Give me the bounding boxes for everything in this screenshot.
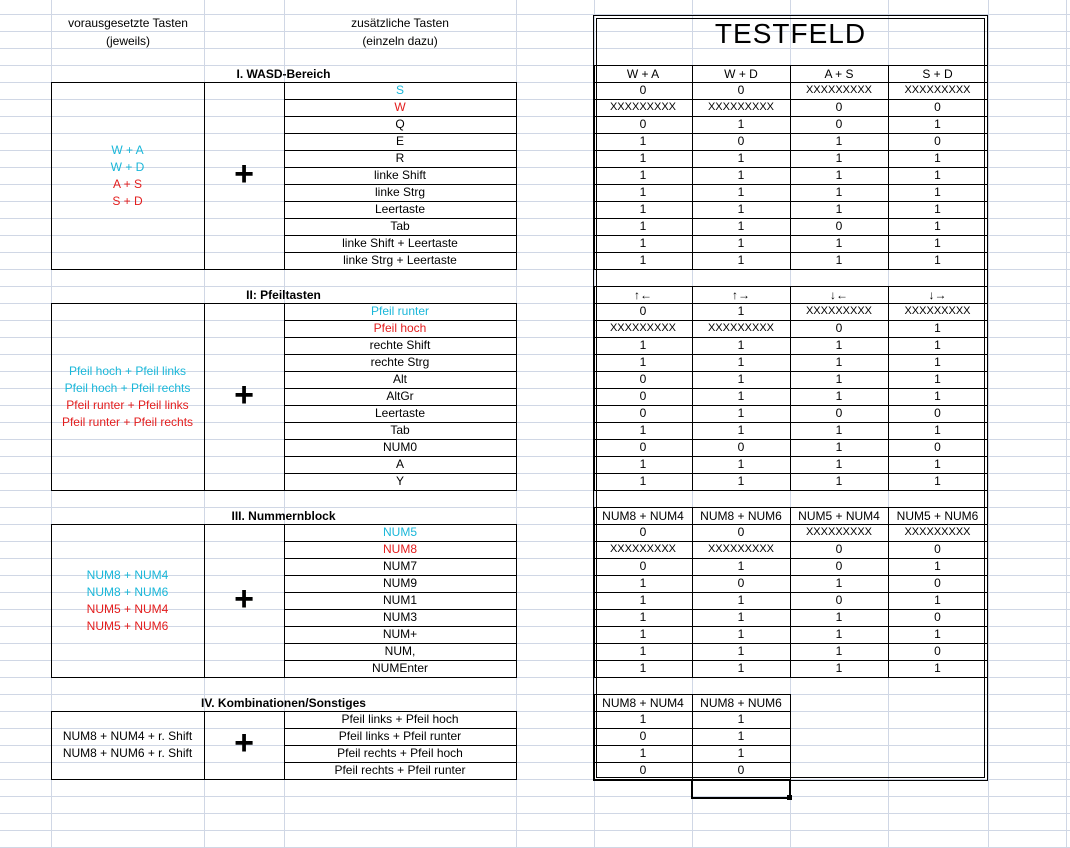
section-1-result-cell[interactable]: 1 bbox=[737, 151, 745, 165]
section-3-result-cell[interactable]: 1 bbox=[934, 627, 941, 641]
section-2-result-cell[interactable]: XXXXXXXXX bbox=[904, 305, 971, 317]
section-3-results-bottom-border bbox=[594, 677, 988, 678]
section-2-result-cell[interactable]: 1 bbox=[737, 372, 745, 386]
section-3-result-cell[interactable]: XXXXXXXXX bbox=[904, 526, 971, 538]
section-1-result-cell[interactable]: 1 bbox=[835, 236, 843, 250]
section-3-result-cell[interactable]: 1 bbox=[737, 593, 745, 607]
section-3-key-6[interactable]: NUM3 bbox=[382, 610, 417, 624]
section-2-result-cell[interactable]: 1 bbox=[737, 406, 745, 420]
section-1-result-cell[interactable]: 1 bbox=[639, 185, 647, 199]
section-3-result-cell[interactable]: XXXXXXXXX bbox=[707, 543, 775, 555]
section-3-result-cell[interactable]: 1 bbox=[639, 627, 647, 641]
section-2-column-header-3: ↓← bbox=[830, 288, 848, 302]
section-3-key-7[interactable]: NUM+ bbox=[382, 627, 418, 641]
section-2-prerequisite-2: Pfeil hoch + Pfeil rechts bbox=[64, 380, 191, 395]
section-2-key-3[interactable]: rechte Shift bbox=[369, 338, 431, 352]
section-1-plus-sign: + bbox=[234, 154, 254, 193]
section-1-key-11[interactable]: linke Strg + Leertaste bbox=[343, 253, 457, 267]
section-4-key-4[interactable]: Pfeil rechts + Pfeil runter bbox=[334, 763, 466, 777]
section-1-column-header-1: W + A bbox=[626, 67, 660, 81]
section-1-result-cell[interactable]: 1 bbox=[835, 134, 843, 148]
section-3-result-cell[interactable]: 0 bbox=[934, 610, 941, 624]
section-2-result-cell[interactable]: 1 bbox=[737, 355, 745, 369]
section-2-result-cell[interactable]: 0 bbox=[835, 321, 843, 335]
section-1-key-6[interactable]: linke Shift bbox=[373, 168, 427, 182]
section-4-column-header-2: NUM8 + NUM6 bbox=[700, 696, 782, 710]
section-1-result-cell[interactable]: XXXXXXXXX bbox=[707, 101, 775, 113]
section-1-key-4[interactable]: E bbox=[395, 134, 404, 148]
section-3-prerequisite-4: NUM5 + NUM6 bbox=[86, 618, 169, 633]
section-3-result-cell[interactable]: 1 bbox=[639, 661, 647, 675]
section-4-title: IV. Kombinationen/Sonstiges bbox=[201, 696, 366, 710]
section-1-result-cell[interactable]: 1 bbox=[639, 202, 647, 216]
section-2-key-1[interactable]: Pfeil runter bbox=[370, 304, 430, 318]
section-1-result-cell[interactable]: 1 bbox=[737, 253, 745, 267]
section-2-column-header-4: ↓→ bbox=[928, 288, 947, 302]
section-3-result-cell[interactable]: 0 bbox=[639, 559, 647, 573]
section-1-result-cell[interactable]: 1 bbox=[934, 117, 941, 131]
section-2-result-cell[interactable]: 1 bbox=[934, 355, 941, 369]
section-3-prerequisite-3: NUM5 + NUM4 bbox=[86, 601, 169, 616]
section-2-result-cell[interactable]: 1 bbox=[737, 338, 745, 352]
section-3-result-cell[interactable]: 1 bbox=[639, 576, 647, 590]
section-4-result-cell[interactable]: 0 bbox=[639, 763, 647, 777]
section-1-result-cell[interactable]: 1 bbox=[835, 202, 843, 216]
section-1-column-header-3: A + S bbox=[824, 67, 854, 81]
section-2-result-cell[interactable]: 1 bbox=[835, 355, 843, 369]
section-1-result-cell[interactable]: XXXXXXXXX bbox=[904, 84, 971, 96]
section-1-result-cell[interactable]: XXXXXXXXX bbox=[609, 101, 677, 113]
section-1-prerequisite-4: S + D bbox=[112, 193, 143, 208]
section-2-result-cell[interactable]: XXXXXXXXX bbox=[707, 322, 775, 334]
section-3-key-8[interactable]: NUM, bbox=[384, 644, 416, 658]
section-1-result-cell[interactable]: 1 bbox=[639, 236, 647, 250]
section-3-result-cell[interactable]: 1 bbox=[835, 610, 843, 624]
section-2-key-2[interactable]: Pfeil hoch bbox=[373, 321, 427, 335]
section-3-result-cell[interactable]: 1 bbox=[737, 610, 745, 624]
section-3-key-9[interactable]: NUMEnter bbox=[371, 661, 428, 675]
section-1-key-3[interactable]: Q bbox=[395, 117, 405, 131]
section-1-result-cell[interactable]: 1 bbox=[934, 202, 941, 216]
section-2-result-cell[interactable]: 1 bbox=[934, 423, 941, 437]
section-1-key-9[interactable]: Tab bbox=[390, 219, 410, 233]
section-1-result-cell[interactable]: 1 bbox=[639, 134, 647, 148]
section-2-result-cell[interactable]: 1 bbox=[737, 304, 745, 318]
header-additional-note: (einzeln dazu) bbox=[362, 34, 438, 48]
section-2-column-header-1: ↑← bbox=[634, 288, 652, 302]
section-4-result-cell[interactable]: 1 bbox=[639, 712, 647, 726]
section-1-result-cell[interactable]: XXXXXXXXX bbox=[805, 84, 873, 96]
section-1-column-header-2: W + D bbox=[724, 67, 758, 81]
section-3-result-cell[interactable]: 1 bbox=[934, 559, 941, 573]
section-1-result-cell[interactable]: 0 bbox=[639, 117, 647, 131]
section-3-plus-sign: + bbox=[234, 579, 254, 618]
section-2-result-cell[interactable]: 1 bbox=[835, 372, 843, 386]
section-2-title: II: Pfeiltasten bbox=[246, 288, 321, 302]
section-3-column-header-1: NUM8 + NUM4 bbox=[602, 509, 684, 523]
section-1-key-1[interactable]: S bbox=[395, 83, 404, 97]
section-2-result-cell[interactable]: 0 bbox=[835, 406, 843, 420]
section-3-prerequisite-2: NUM8 + NUM6 bbox=[86, 584, 169, 599]
testfeld-title: TESTFELD bbox=[714, 18, 867, 49]
section-3-result-cell[interactable]: 0 bbox=[737, 576, 745, 590]
section-4-result-cell[interactable]: 1 bbox=[737, 729, 745, 743]
section-2-result-cell[interactable]: 1 bbox=[639, 474, 647, 488]
section-1-key-5[interactable]: R bbox=[395, 151, 405, 165]
section-2-result-cell[interactable]: 1 bbox=[934, 338, 941, 352]
section-2-result-cell[interactable]: XXXXXXXXX bbox=[805, 305, 873, 317]
header-prerequisite-keys: vorausgesetzte Tasten bbox=[68, 16, 188, 30]
section-1-prerequisite-2: W + D bbox=[110, 159, 145, 174]
section-3-result-cell[interactable]: 0 bbox=[737, 525, 745, 539]
section-3-result-cell[interactable]: 0 bbox=[934, 644, 941, 658]
section-2-prerequisite-3: Pfeil runter + Pfeil links bbox=[66, 397, 189, 412]
section-2-key-5[interactable]: Alt bbox=[392, 372, 407, 386]
section-3-result-cell[interactable]: XXXXXXXXX bbox=[609, 543, 677, 555]
section-3-result-cell[interactable]: 1 bbox=[639, 644, 647, 658]
section-2-result-cell[interactable]: 0 bbox=[639, 372, 647, 386]
section-3-result-cell[interactable]: 1 bbox=[639, 593, 647, 607]
section-2-plus-sign: + bbox=[234, 375, 254, 414]
section-3-result-cell[interactable]: 0 bbox=[934, 576, 941, 590]
section-3-key-1[interactable]: NUM5 bbox=[382, 525, 417, 539]
section-4-result-cell[interactable]: 1 bbox=[639, 746, 647, 760]
section-2-result-cell[interactable]: 1 bbox=[737, 457, 745, 471]
section-1-result-cell[interactable]: 1 bbox=[934, 253, 941, 267]
section-3-key-5[interactable]: NUM1 bbox=[382, 593, 417, 607]
section-3-result-cell[interactable]: 0 bbox=[934, 542, 941, 556]
section-2-result-cell[interactable]: 0 bbox=[934, 440, 941, 454]
section-2-key-6[interactable]: AltGr bbox=[386, 389, 414, 403]
section-4-column-header-1: NUM8 + NUM4 bbox=[602, 696, 684, 710]
section-2-column-header-2: ↑→ bbox=[732, 288, 750, 302]
section-1-result-cell[interactable]: 1 bbox=[737, 185, 745, 199]
section-3-result-cell[interactable]: 1 bbox=[737, 627, 745, 641]
section-3-result-cell[interactable]: 0 bbox=[639, 525, 647, 539]
section-2-result-cell[interactable]: 0 bbox=[639, 304, 647, 318]
section-3-result-cell[interactable]: 1 bbox=[737, 559, 745, 573]
section-1-result-cell[interactable]: 1 bbox=[737, 236, 745, 250]
section-3-result-cell[interactable]: 1 bbox=[934, 593, 941, 607]
section-1-result-cell[interactable]: 1 bbox=[737, 202, 745, 216]
section-2-result-cell[interactable]: 1 bbox=[639, 355, 647, 369]
section-3-result-cell[interactable]: 0 bbox=[835, 559, 843, 573]
section-4-results-bottom-border bbox=[594, 779, 791, 780]
section-1-result-cell[interactable]: 1 bbox=[835, 185, 843, 199]
section-3-result-cell[interactable]: 1 bbox=[835, 644, 843, 658]
section-1-result-cell[interactable]: 1 bbox=[934, 236, 941, 250]
section-1-result-cell[interactable]: 1 bbox=[639, 151, 647, 165]
section-2-result-cell[interactable]: 1 bbox=[737, 474, 745, 488]
section-2-result-cell[interactable]: XXXXXXXXX bbox=[609, 322, 677, 334]
section-2-results-bottom-border bbox=[594, 490, 988, 491]
section-2-key-11[interactable]: Y bbox=[395, 474, 404, 488]
section-1-result-cell[interactable]: 1 bbox=[639, 219, 647, 233]
fill-handle[interactable] bbox=[787, 795, 792, 800]
section-1-key-2[interactable]: W bbox=[394, 100, 406, 114]
section-2-result-cell[interactable]: 1 bbox=[835, 389, 843, 403]
section-1-result-cell[interactable]: 0 bbox=[934, 100, 941, 114]
section-4-prerequisite-2: NUM8 + NUM6 + r. Shift bbox=[62, 746, 193, 760]
section-1-result-cell[interactable]: 1 bbox=[934, 185, 941, 199]
section-1-result-cell[interactable]: 0 bbox=[835, 100, 843, 114]
section-1-result-cell[interactable]: 1 bbox=[639, 168, 647, 182]
section-2-result-cell[interactable]: 0 bbox=[737, 440, 745, 454]
section-2-result-cell[interactable]: 1 bbox=[639, 338, 647, 352]
section-1-result-cell[interactable]: 0 bbox=[639, 83, 647, 97]
section-1-result-cell[interactable]: 0 bbox=[737, 83, 745, 97]
section-2-result-cell[interactable]: 0 bbox=[934, 406, 941, 420]
section-2-result-cell[interactable]: 0 bbox=[639, 389, 647, 403]
section-3-key-3[interactable]: NUM7 bbox=[382, 559, 417, 573]
section-2-key-7[interactable]: Leertaste bbox=[374, 406, 426, 420]
section-1-result-cell[interactable]: 0 bbox=[835, 219, 843, 233]
section-1-result-cell[interactable]: 1 bbox=[639, 253, 647, 267]
section-2-result-cell[interactable]: 0 bbox=[639, 406, 647, 420]
section-1-title: I. WASD-Bereich bbox=[236, 67, 331, 81]
section-1-result-cell[interactable]: 0 bbox=[934, 134, 941, 148]
section-2-result-cell[interactable]: 1 bbox=[934, 372, 941, 386]
section-1-result-cell[interactable]: 1 bbox=[737, 117, 745, 131]
section-1-key-7[interactable]: linke Strg bbox=[374, 185, 426, 199]
section-4-result-cell[interactable]: 0 bbox=[639, 729, 647, 743]
section-4-result-cell[interactable]: 0 bbox=[737, 763, 745, 777]
section-1-prerequisite-1: W + A bbox=[111, 142, 144, 157]
section-2-result-cell[interactable]: 1 bbox=[934, 389, 941, 403]
section-1-key-8[interactable]: Leertaste bbox=[374, 202, 426, 216]
section-1-result-cell[interactable]: 0 bbox=[737, 134, 745, 148]
section-2-key-10[interactable]: A bbox=[395, 457, 404, 471]
section-1-results-bottom-border bbox=[594, 269, 988, 270]
section-1-result-cell[interactable]: 1 bbox=[835, 253, 843, 267]
section-1-result-cell[interactable]: 1 bbox=[934, 168, 941, 182]
section-2-result-cell[interactable]: 1 bbox=[835, 440, 843, 454]
section-2-result-cell[interactable]: 1 bbox=[835, 457, 843, 471]
section-1-result-cell[interactable]: 1 bbox=[835, 168, 843, 182]
section-3-column-header-2: NUM8 + NUM6 bbox=[700, 509, 782, 523]
section-4-result-cell[interactable]: 1 bbox=[737, 746, 745, 760]
section-3-result-cell[interactable]: 0 bbox=[835, 593, 843, 607]
section-3-result-cell[interactable]: 1 bbox=[639, 610, 647, 624]
section-3-column-header-3: NUM5 + NUM4 bbox=[798, 509, 880, 523]
section-2-key-8[interactable]: Tab bbox=[390, 423, 410, 437]
section-2-prerequisite-1: Pfeil hoch + Pfeil links bbox=[68, 363, 187, 378]
section-1-result-cell[interactable]: 1 bbox=[737, 219, 745, 233]
section-2-result-cell[interactable]: 1 bbox=[934, 474, 941, 488]
section-2-result-cell[interactable]: 1 bbox=[639, 423, 647, 437]
section-3-result-cell[interactable]: 0 bbox=[835, 542, 843, 556]
section-4-key-2[interactable]: Pfeil links + Pfeil runter bbox=[338, 729, 462, 743]
section-3-result-cell[interactable]: 1 bbox=[934, 661, 941, 675]
section-1-key-10[interactable]: linke Shift + Leertaste bbox=[342, 236, 458, 250]
section-3-key-2[interactable]: NUM8 bbox=[382, 542, 417, 556]
header-prerequisite-note: (jeweils) bbox=[105, 34, 150, 48]
section-2-key-4[interactable]: rechte Strg bbox=[370, 355, 430, 369]
section-3-result-cell[interactable]: XXXXXXXXX bbox=[805, 526, 873, 538]
section-3-result-cell[interactable]: 1 bbox=[835, 661, 843, 675]
section-2-result-cell[interactable]: 0 bbox=[639, 440, 647, 454]
section-1-result-cell[interactable]: 1 bbox=[737, 168, 745, 182]
section-4-plus-sign: + bbox=[234, 724, 254, 762]
section-3-title: III. Nummernblock bbox=[231, 509, 336, 523]
section-2-result-cell[interactable]: 1 bbox=[737, 389, 745, 403]
section-1-result-cell[interactable]: 1 bbox=[934, 219, 941, 233]
section-1-result-cell[interactable]: 1 bbox=[934, 151, 941, 165]
section-3-result-cell[interactable]: 1 bbox=[835, 576, 843, 590]
section-2-prerequisite-4: Pfeil runter + Pfeil rechts bbox=[61, 414, 194, 429]
section-2-result-cell[interactable]: 1 bbox=[934, 321, 941, 335]
section-1-result-cell[interactable]: 0 bbox=[835, 117, 843, 131]
section-3-column-header-4: NUM5 + NUM6 bbox=[896, 509, 979, 523]
section-4-key-3[interactable]: Pfeil rechts + Pfeil hoch bbox=[337, 746, 463, 760]
section-3-result-cell[interactable]: 1 bbox=[737, 661, 745, 675]
section-1-column-header-4: S + D bbox=[922, 67, 953, 81]
section-3-result-cell[interactable]: 1 bbox=[737, 644, 745, 658]
section-4-result-cell[interactable]: 1 bbox=[737, 712, 745, 726]
section-1-result-cell[interactable]: 1 bbox=[835, 151, 843, 165]
section-1-prerequisite-3: A + S bbox=[112, 176, 143, 191]
section-3-key-4[interactable]: NUM9 bbox=[382, 576, 417, 590]
section-2-result-cell[interactable]: 1 bbox=[835, 474, 843, 488]
section-2-result-cell[interactable]: 1 bbox=[835, 338, 843, 352]
header-additional-keys: zusätzliche Tasten bbox=[351, 16, 449, 30]
section-2-key-9[interactable]: NUM0 bbox=[382, 440, 417, 454]
section-4-key-1[interactable]: Pfeil links + Pfeil hoch bbox=[341, 712, 459, 726]
cell-selection-marker[interactable] bbox=[691, 779, 791, 799]
section-2-result-cell[interactable]: 1 bbox=[639, 457, 647, 471]
section-4-results-col-line-2 bbox=[790, 694, 791, 780]
section-2-result-cell[interactable]: 1 bbox=[934, 457, 941, 471]
section-2-result-cell[interactable]: 1 bbox=[737, 423, 745, 437]
section-3-prerequisite-1: NUM8 + NUM4 bbox=[86, 567, 169, 582]
section-4-prerequisite-1: NUM8 + NUM4 + r. Shift bbox=[62, 729, 193, 743]
section-3-result-cell[interactable]: 1 bbox=[835, 627, 843, 641]
section-2-result-cell[interactable]: 1 bbox=[835, 423, 843, 437]
